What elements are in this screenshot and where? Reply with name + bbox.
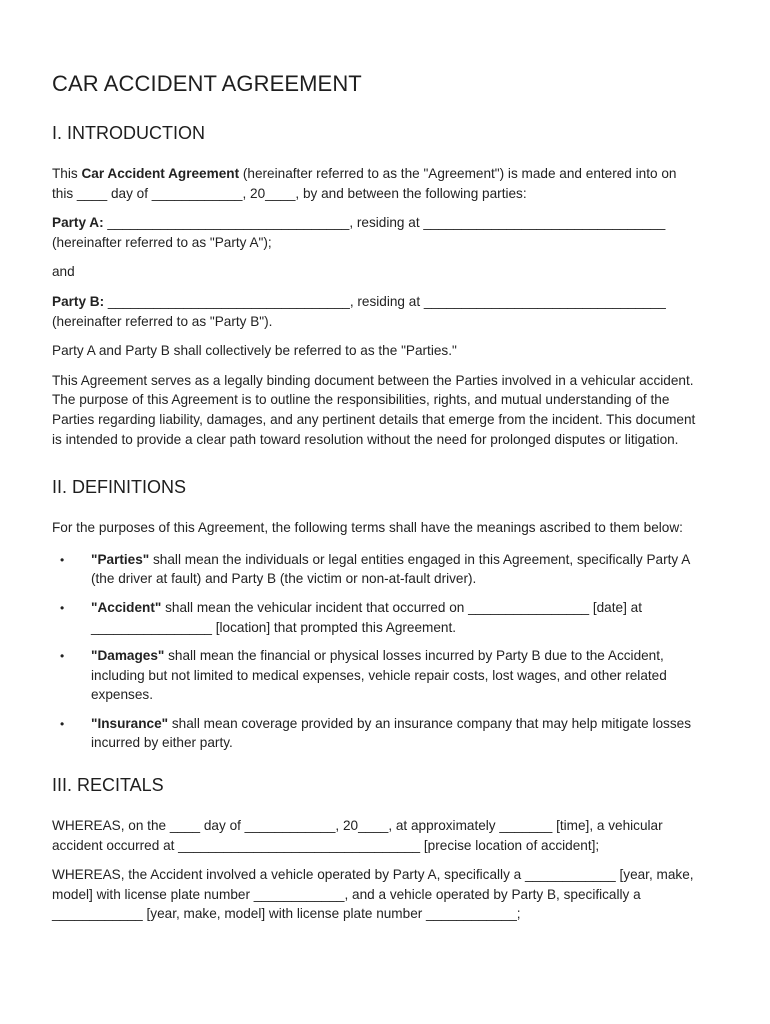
party-a-line: Party A: ________________________________, residing at ________________________________ (hereinafter referred to as "Party A");	[52, 215, 666, 250]
introduction-section	[52, 123, 700, 449]
list-item: • "Accident" shall mean the vehicular incident that occurred on ________________ [date] at ________________ [location] that prompted this Agreement.	[60, 599, 642, 635]
agreement-name: Car Accident Agreement	[81, 166, 240, 181]
intro-paragraph: This Car Accident Agreement (hereinafter referred to as the "Agreement") is made and entered into on this ____ day of ____________, 20____, by and between the following parties:	[52, 166, 677, 201]
party-a-label: Party A:	[52, 215, 104, 231]
section-heading-introduction: I. INTRODUCTION	[52, 123, 205, 143]
collective-definition: Party A and Party B shall collectively be referred to as the "Parties."	[52, 343, 457, 359]
section-heading-definitions: II. DEFINITIONS	[52, 477, 187, 498]
recitals-section	[52, 775, 700, 924]
section-heading-recitals: III. RECITALS	[52, 775, 164, 796]
document-title: CAR ACCIDENT AGREEMENT	[52, 71, 362, 96]
definitions-section	[52, 477, 700, 753]
and-connector: and	[52, 264, 75, 280]
bullet-icon: •	[60, 716, 65, 731]
bullet-icon: •	[60, 649, 65, 664]
bullet-icon: •	[60, 600, 65, 615]
definitions-lead: For the purposes of this Agreement, the following terms shall have the meanings ascribed to them below:	[52, 520, 683, 536]
party-b-line: Party B: ________________________________, residing at ________________________________ (hereinafter referred to as "Party B").	[52, 293, 666, 329]
recital-paragraph: WHEREAS, on the ____ day of ____________, 20____, at approximately _______ [time], a vehicular accident occurred at ________________________________ [precise location of accident];	[52, 818, 663, 853]
list-item: • "Damages" shall mean the financial or physical losses incurred by Party B due to the Accident, including but not limited to medical expenses, vehicle repair costs, lost wages, and other related expenses.	[60, 648, 667, 703]
list-item: • "Parties" shall mean the individuals or legal entities engaged in this Agreement, specifically Party A (the driver at fault) and Party B (the victim or non-at-fault driver).	[60, 551, 690, 587]
definitions-list	[52, 550, 700, 753]
party-b-label: Party B:	[52, 293, 105, 309]
bullet-icon: •	[60, 552, 65, 567]
purpose-paragraph: This Agreement serves as a legally binding document between the Parties involved in a vehicular accident. The purpose of this Agreement is to outline the responsibilities, rights, and mutual understanding of the Parties regarding liability, damages, and any pertinent details that emerge from the incident. This document is intended to provide a clear path toward resolution without the need for prolonged disputes or litigation.	[52, 372, 696, 447]
list-item: • "Insurance" shall mean coverage provided by an insurance company that may help mitigate losses incurred by either party.	[60, 715, 691, 751]
recital-paragraph: WHEREAS, the Accident involved a vehicle operated by Party A, specifically a ____________ [year, make, model] with license plate number ____________, and a vehicle operated by Party B, specifically a ____________ [year, make, model] with license plate number ____________;	[52, 867, 694, 922]
